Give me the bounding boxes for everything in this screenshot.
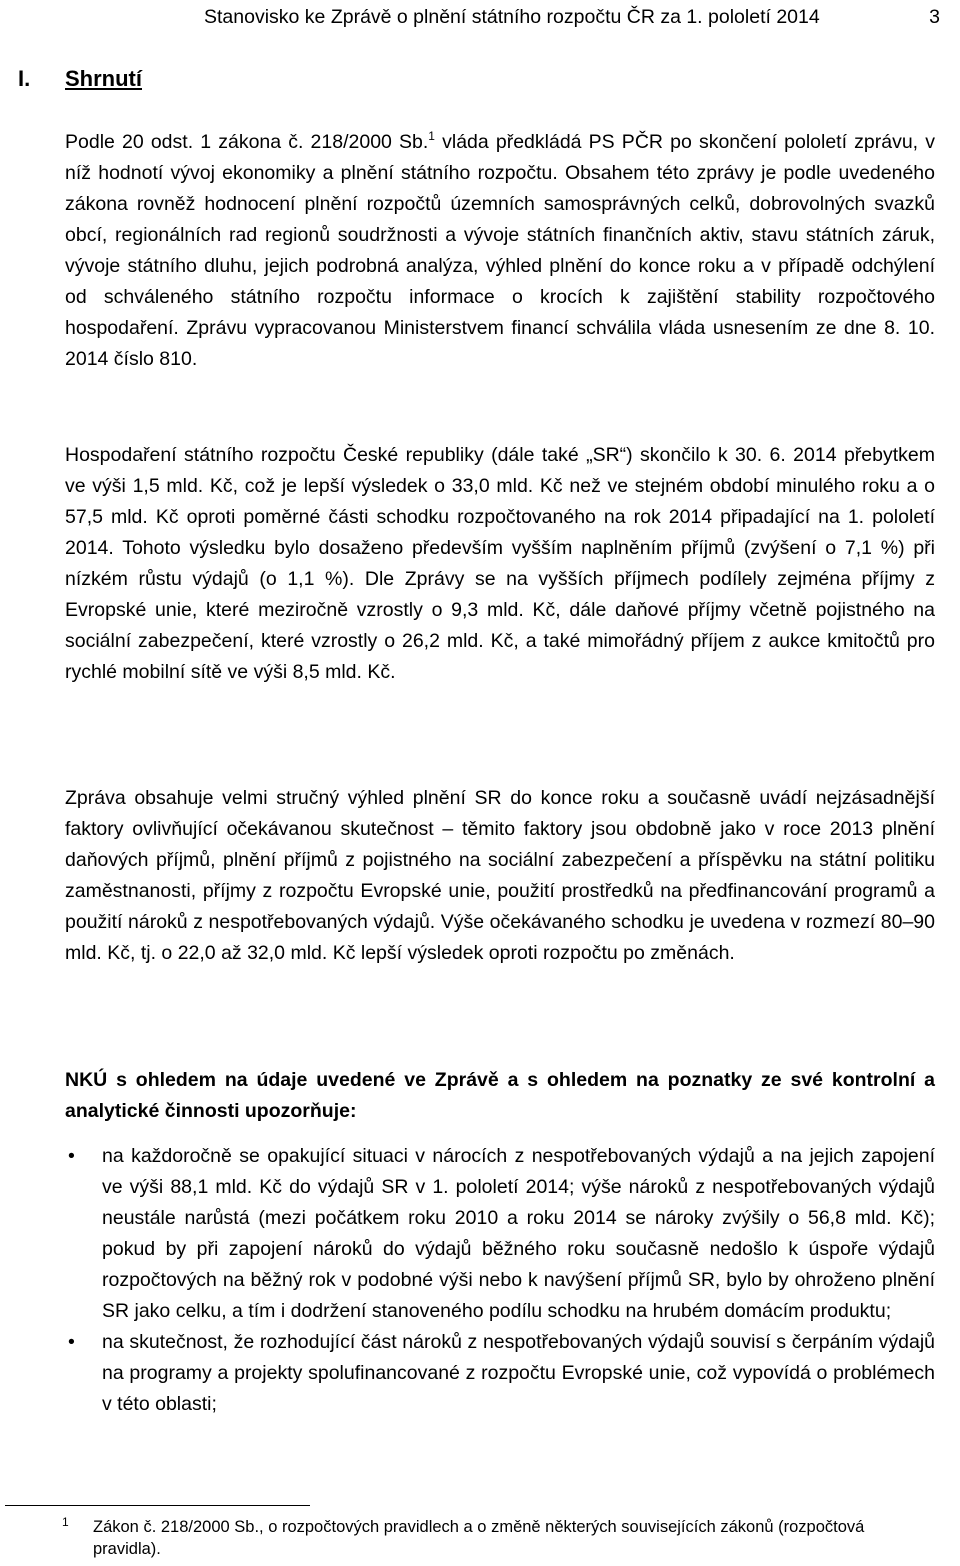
list-item (65, 1141, 935, 1327)
paragraph-nku-warning: NKÚ s ohledem na údaje uvedené ve Zprávě a s ohledem na poznatky ze své kontrolní a analytické činnosti upozorňuje: (65, 1069, 935, 1122)
header-title: Stanovisko ke Zprávě o plnění státního rozpočtu ČR za 1. pololetí 2014 (204, 6, 820, 28)
footnote-number: 1 (62, 1515, 69, 1529)
footnote-divider (5, 1505, 310, 1506)
footnote-text: Zákon č. 218/2000 Sb., o rozpočtových pravidlech a o změně některých souvisejících zákonů (rozpočtová pravidla). (93, 1518, 865, 1558)
section-number: I. (18, 66, 31, 91)
page-header (200, 2, 940, 32)
warning-list (65, 1141, 935, 1420)
paragraph-legal-basis-rest: vláda předkládá PS PČR po skončení pololetí zprávu, v níž hodnotí vývoj ekonomiky a plnění státního rozpočtu. Obsahem této zprávy je podle uvedeného zákona rovněž hodnocení plnění rozpočtů územních samosprávných celků, dobrovolných svazků obcí, regionálních rad regionů soudržnosti a vývoje státních finančních aktiv, stavu státních záruk, vývoje státního dluhu, jejich podrobná analýza, výhled plnění do konce roku a v případě odchýlení od schváleného státního rozpočtu informace o krocích k zajištění stability rozpočtového hospodaření. Zprávu vypracovanou Ministerstvem financí schválila vláda usnesením ze dne 8. 10. 2014 číslo 810. (65, 131, 935, 370)
bullet-icon: • (68, 1145, 75, 1167)
page-number: 3 (929, 6, 940, 28)
paragraph-legal-basis-start: Podle 20 odst. 1 zákona č. 218/2000 Sb. (65, 131, 429, 153)
footnote (62, 1515, 935, 1560)
section-title: Shrnutí (65, 66, 142, 91)
list-item-text: na skutečnost, že rozhodující část nároků z nespotřebovaných výdajů souvisí s čerpáním výdajů na programy a projekty spolufinancované z rozpočtu Evropské unie, což vypovídá o problémech v této oblasti; (102, 1331, 935, 1415)
footnote-reference[interactable]: 1 (428, 129, 435, 143)
list-item (65, 1327, 935, 1420)
paragraph-legal-basis (65, 127, 935, 375)
bullet-icon: • (68, 1331, 75, 1353)
paragraph-budget-result: Hospodaření státního rozpočtu České republiky (dále také „SR“) skončilo k 30. 6. 2014 přebytkem ve výši 1,5 mld. Kč, což je lepší výsledek o 33,0 mld. Kč než ve stejném období minulého roku a o 57,5 mld. Kč oproti poměrné části schodku rozpočtovaného na rok 2014 připadající na 1. pololetí 2014. Tohoto výsledku bylo dosaženo především vyšším naplněním příjmů (zvýšení o 7,1 %) při nízkém růstu výdajů (o 1,1 %). Dle Zprávy se na vyšších příjmech podílely zejména příjmy z Evropské unie, které meziročně vzrostly o 9,3 mld. Kč, dále daňové příjmy včetně pojistného na sociální zabezpečení, které vzrostly o 26,2 mld. Kč, a také mimořádný příjem z aukce kmitočtů pro rychlé mobilní sítě ve výši 8,5 mld. Kč. (65, 444, 935, 683)
paragraph-outlook: Zpráva obsahuje velmi stručný výhled plnění SR do konce roku a současně uvádí nejzásadnější faktory ovlivňující očekávanou skutečnost – těmito faktory jsou obdobně jako v roce 2013 plnění daňových příjmů, plnění příjmů z pojistného na sociální zabezpečení a příspěvku na státní politiku zaměstnanosti, příjmy z rozpočtu Evropské unie, použití prostředků na předfinancování programů a použití nároků z nespotřebovaných výdajů. Výše očekávaného schodku je uvedena v rozmezí 80–90 mld. Kč, tj. o 22,0 až 32,0 mld. Kč lepší výsledek oproti rozpočtu po změnách. (65, 787, 935, 964)
list-item-text: na každoročně se opakující situaci v nárocích z nespotřebovaných výdajů a na jejich zapojení ve výši 88,1 mld. Kč do výdajů SR v 1. pololetí 2014; výše nároků z nespotřebovaných výdajů neustále narůstá (mezi počátkem roku 2010 a roku 2014 se nároky zvýšily o 56,8 mld. Kč); pokud by při zapojení nároků do výdajů běžného roku současně nedošlo k úspoře výdajů rozpočtových na běžný rok v podobné výši nebo k navýšení příjmů SR, bylo by ohroženo plnění SR jako celku, a tím i dodržení stanoveného podílu schodku na hrubém domácím produktu; (102, 1145, 935, 1322)
section-heading (18, 62, 142, 96)
